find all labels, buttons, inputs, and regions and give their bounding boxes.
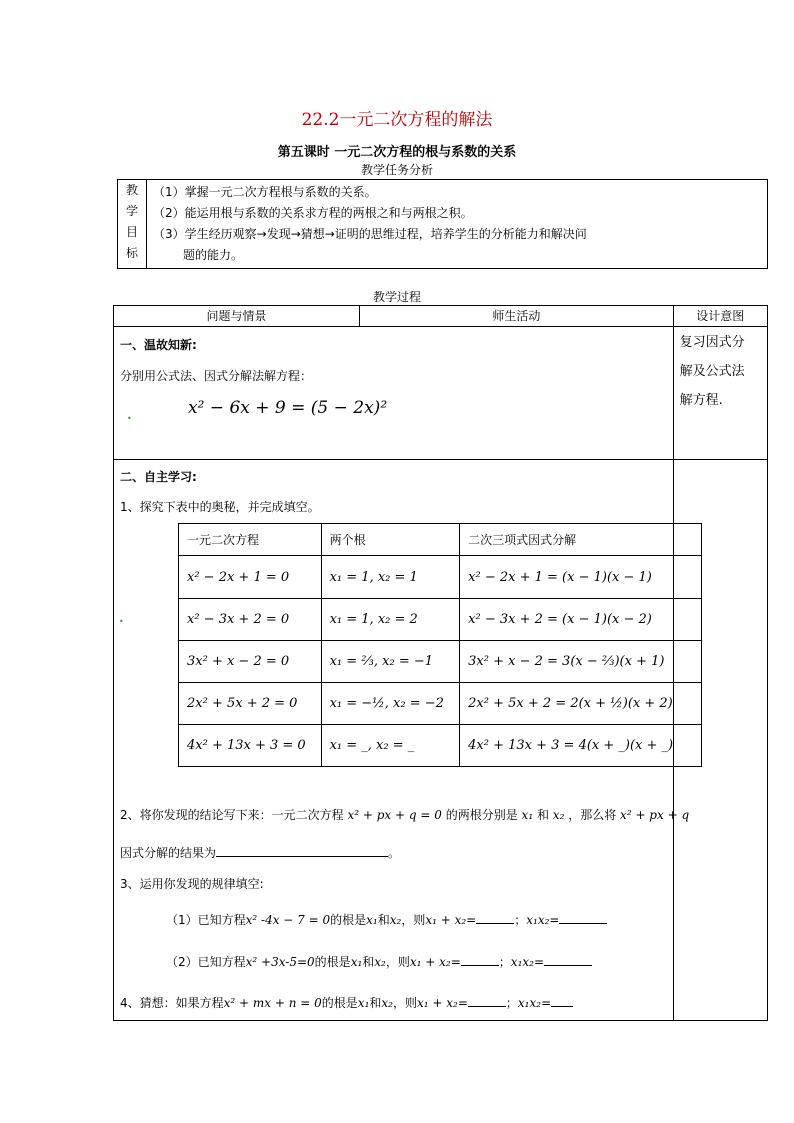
q3-text: 的根是 — [314, 955, 351, 969]
answer-blank[interactable] — [461, 953, 499, 966]
question-3: 3、运用你发现的规律填空: — [120, 877, 264, 891]
table-cell-roots: x₁ = −½, x₂ = −2 — [321, 683, 460, 725]
q3-equation: x² +3x-5=0 — [245, 955, 315, 969]
answer-blank[interactable] — [216, 844, 388, 857]
table-cell-equation: x² − 2x + 1 = 0 — [179, 556, 322, 599]
goals-header-char: 目 — [125, 225, 138, 239]
q4-equation: x² + mx + n = 0 — [223, 996, 322, 1010]
review-intent-cell — [673, 327, 767, 460]
table-cell-roots: x₁ = ⅔, x₂ = −1 — [321, 641, 460, 683]
q4-product: x₁x₂= — [517, 996, 552, 1010]
q3-text: ，则 — [385, 955, 410, 969]
goal-item: （3）学生经历观察→发现→猜想→证明的思维过程，培养学生的分析能力和解决问 — [153, 227, 587, 241]
task-caption: 教学任务分析 — [360, 163, 433, 177]
table-cell-roots: x₁ = _, x₂ = _ — [321, 725, 460, 767]
q3-root: x₂ — [389, 913, 402, 927]
question-3-1 — [166, 911, 607, 928]
q4-sum: x₁ + x₂= — [416, 996, 468, 1010]
review-title: 一、温故知新: — [120, 338, 197, 352]
goal-item: 题的能力。 — [183, 248, 244, 262]
goal-item: （1）掌握一元二次方程根与系数的关系。 — [153, 185, 377, 199]
review-intent-line: 解方程. — [679, 393, 723, 408]
goal-item: （2）能运用根与系数的关系求方程的两根之和与两根之积。 — [153, 206, 473, 220]
goals-header-char: 标 — [125, 246, 138, 260]
q2-text: 2、将你发现的结论写下来：一元二次方程 — [120, 808, 344, 822]
goals-body — [147, 180, 768, 269]
goals-table — [117, 179, 768, 269]
review-equation: x² − 6x + 9 = (5 − 2x)² — [188, 398, 388, 418]
table-cell-equation: 4x² + 13x + 3 = 0 — [179, 725, 322, 767]
table-cell-factor: 4x² + 13x + 3 = 4(x + _)(x + _) — [460, 725, 702, 767]
table-cell-factor: 2x² + 5x + 2 = 2(x + ½)(x + 2) — [460, 683, 702, 725]
q3-text: 的根是 — [330, 913, 367, 927]
question-1: 1、探究下表中的奥秘，并完成填空。 — [120, 500, 320, 514]
q4-text: 和 — [369, 996, 382, 1010]
answer-blank[interactable] — [544, 953, 592, 966]
q3-text: ； — [514, 913, 527, 927]
roots-table-header: 二次三项式因式分解 — [460, 524, 702, 556]
roots-table-header: 两个根 — [321, 524, 460, 556]
question-2-line-2 — [120, 844, 400, 861]
q2-root: x₂ — [552, 808, 565, 822]
q2-text: 和 — [536, 808, 549, 822]
q4-text: ； — [505, 996, 518, 1010]
table-cell-equation: 3x² + x − 2 = 0 — [179, 641, 322, 683]
table-cell-roots: x₁ = 1, x₂ = 1 — [321, 556, 460, 599]
q2-text: 的两根分别是 — [445, 808, 518, 822]
q3-root: x₁ — [350, 955, 363, 969]
q3-root: x₂ — [374, 955, 386, 969]
q3-text: ，则 — [401, 913, 426, 927]
goals-header-char: 教 — [125, 183, 138, 197]
q3-text: （2）已知方程 — [166, 955, 246, 969]
q2-text: 因式分解的结果为 — [120, 846, 217, 860]
goals-header-char: 学 — [125, 204, 138, 218]
page-title: 22.2一元二次方程的解法 — [301, 110, 493, 130]
q4-root: x₂ — [381, 996, 393, 1010]
answer-blank[interactable] — [559, 911, 607, 924]
roots-table-header: 一元二次方程 — [179, 524, 322, 556]
table-cell-roots: x₁ = 1, x₂ = 2 — [321, 599, 460, 641]
question-4 — [120, 994, 573, 1011]
table-cell-factor: x² − 2x + 1 = (x − 1)(x − 1) — [460, 556, 702, 599]
q4-text: 的根是 — [321, 996, 358, 1010]
q4-root: x₁ — [357, 996, 370, 1010]
q4-text: 4、猜想：如果方程 — [120, 996, 224, 1010]
q2-text: 。 — [388, 846, 401, 860]
q3-sum: x₁ + x₂= — [425, 913, 477, 927]
self-study-title: 二、自主学习: — [120, 470, 197, 484]
q3-text: 和 — [362, 955, 375, 969]
bullet-dot: • — [127, 414, 132, 423]
q3-product: x₁x₂= — [510, 955, 545, 969]
answer-blank[interactable] — [551, 994, 573, 1007]
lesson-subtitle: 第五课时 一元二次方程的根与系数的关系 — [277, 145, 517, 160]
q3-text: 和 — [377, 913, 390, 927]
q2-root: x₁ — [521, 808, 534, 822]
q3-product: x₁x₂= — [526, 913, 560, 927]
answer-blank[interactable] — [468, 994, 506, 1007]
review-intent-line: 复习因式分 — [679, 335, 745, 350]
bullet-dot: • — [119, 617, 124, 626]
q2-text: ，那么将 — [568, 808, 617, 822]
q3-equation: x² -4x − 7 = 0 — [245, 913, 331, 927]
q3-sum: x₁ + x₂= — [409, 955, 461, 969]
table-cell-factor: 3x² + x − 2 = 3(x − ⅔)(x + 1) — [460, 641, 702, 683]
header-intent: 设计意图 — [673, 306, 767, 327]
process-caption: 教学过程 — [372, 290, 421, 304]
review-instruction: 分别用公式法、因式分解法解方程： — [120, 369, 313, 383]
q2-equation: x² + px + q = 0 — [347, 808, 442, 822]
table-cell-factor: x² − 3x + 2 = (x − 1)(x − 2) — [460, 599, 702, 641]
review-intent-line: 解及公式法 — [679, 364, 745, 379]
header-situation: 问题与情景 — [114, 306, 360, 327]
question-2-line-1 — [120, 806, 689, 823]
roots-table — [178, 523, 702, 767]
goals-header — [118, 180, 147, 269]
table-cell-equation: 2x² + 5x + 2 = 0 — [179, 683, 322, 725]
q3-root: x₁ — [366, 913, 378, 927]
review-cell — [114, 327, 674, 460]
header-activity: 师生活动 — [360, 306, 673, 327]
answer-blank[interactable] — [476, 911, 514, 924]
q4-text: ，则 — [392, 996, 417, 1010]
q2-poly: x² + px + q — [620, 808, 690, 822]
q3-text: （1）已知方程 — [166, 913, 246, 927]
table-cell-equation: x² − 3x + 2 = 0 — [179, 599, 322, 641]
q3-text: ； — [498, 955, 511, 969]
question-3-2 — [166, 953, 592, 970]
